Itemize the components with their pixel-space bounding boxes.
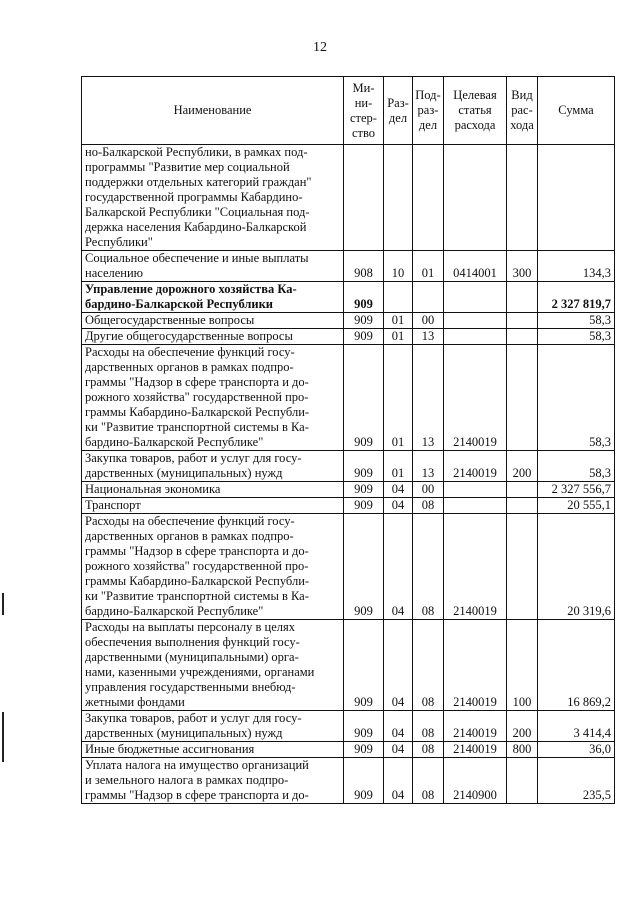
row-ministry: 909 — [344, 451, 384, 482]
row-ministry: 909 — [344, 758, 384, 804]
row-section: 04 — [384, 742, 413, 758]
row-sum: 58,3 — [538, 451, 615, 482]
row-subsection — [413, 282, 444, 313]
row-sum: 58,3 — [538, 329, 615, 345]
table-row — [82, 482, 615, 498]
header-sum: Сумма — [538, 77, 615, 145]
row-ministry: 909 — [344, 711, 384, 742]
row-section: 01 — [384, 451, 413, 482]
row-expense-type — [507, 514, 538, 620]
row-expense-type: 200 — [507, 451, 538, 482]
row-ministry: 909 — [344, 742, 384, 758]
row-subsection: 08 — [413, 498, 444, 514]
row-name: Национальная экономика — [82, 482, 344, 498]
row-name: Закупка товаров, работ и услуг для госу- дарственных (муниципальных) нужд — [82, 711, 344, 742]
row-target-article: 2140019 — [444, 742, 507, 758]
table-row — [82, 742, 615, 758]
row-target-article: 2140019 — [444, 711, 507, 742]
row-name: Управление дорожного хозяйства Ка- бардино-Балкарской Республики — [82, 282, 344, 313]
row-expense-type: 800 — [507, 742, 538, 758]
row-section: 04 — [384, 514, 413, 620]
row-ministry — [344, 145, 384, 251]
row-subsection: 08 — [413, 758, 444, 804]
row-section: 04 — [384, 758, 413, 804]
row-expense-type: 100 — [507, 620, 538, 711]
row-expense-type: 300 — [507, 251, 538, 282]
row-name: Расходы на обеспечение функций госу- дарственных органов в рамках подпро- граммы "Надзор в сфере транспорта и до- рожного хозяйства" государственной про- граммы Кабардино-Балкарской Республи- ки "Развитие транспортной системы в Ка- бардино-Балкарской Республике" — [82, 345, 344, 451]
row-sum: 2 327 819,7 — [538, 282, 615, 313]
row-expense-type: 200 — [507, 711, 538, 742]
row-ministry: 909 — [344, 482, 384, 498]
row-target-article: 2140019 — [444, 451, 507, 482]
row-name: но-Балкарской Республики, в рамках под- программы "Развитие мер социальной поддержки отдельных категорий граждан" государственной программы Кабардино- Балкарской Республики "Социальная под- держка населения Кабардино-Балкарской Республики" — [82, 145, 344, 251]
table-row — [82, 711, 615, 742]
row-section: 10 — [384, 251, 413, 282]
row-ministry: 909 — [344, 329, 384, 345]
row-expense-type — [507, 498, 538, 514]
row-section: 04 — [384, 498, 413, 514]
row-subsection: 13 — [413, 329, 444, 345]
row-sum: 134,3 — [538, 251, 615, 282]
table-row — [82, 282, 615, 313]
row-expense-type — [507, 758, 538, 804]
row-section: 04 — [384, 620, 413, 711]
table-row — [82, 313, 615, 329]
row-sum: 20 555,1 — [538, 498, 615, 514]
row-section: 04 — [384, 711, 413, 742]
row-section: 01 — [384, 313, 413, 329]
header-subsection: Под- раз- дел — [413, 77, 444, 145]
row-ministry: 909 — [344, 345, 384, 451]
row-ministry: 909 — [344, 313, 384, 329]
table-row — [82, 620, 615, 711]
row-expense-type — [507, 145, 538, 251]
row-sum: 2 327 556,7 — [538, 482, 615, 498]
row-ministry: 909 — [344, 514, 384, 620]
row-section — [384, 145, 413, 251]
row-name: Другие общегосударственные вопросы — [82, 329, 344, 345]
row-name: Транспорт — [82, 498, 344, 514]
table-header-row — [82, 77, 615, 145]
table-row — [82, 329, 615, 345]
row-expense-type — [507, 313, 538, 329]
row-subsection: 08 — [413, 742, 444, 758]
table-row — [82, 345, 615, 451]
row-sum: 3 414,4 — [538, 711, 615, 742]
row-name: Расходы на выплаты персоналу в целях обеспечения выполнения функций госу- дарственными (муниципальными) орга- нами, казенными учреждениями, органами управления государственными внебюд- жетными фондами — [82, 620, 344, 711]
row-target-article: 2140900 — [444, 758, 507, 804]
row-subsection: 00 — [413, 313, 444, 329]
header-target-article: Целевая статья расхода — [444, 77, 507, 145]
row-subsection: 08 — [413, 711, 444, 742]
row-name: Иные бюджетные ассигнования — [82, 742, 344, 758]
row-subsection: 13 — [413, 451, 444, 482]
row-section — [384, 282, 413, 313]
row-ministry: 908 — [344, 251, 384, 282]
row-expense-type — [507, 482, 538, 498]
row-target-article — [444, 282, 507, 313]
table-row — [82, 498, 615, 514]
header-name: Наименование — [82, 77, 344, 145]
row-name: Общегосударственные вопросы — [82, 313, 344, 329]
row-name: Уплата налога на имущество организаций и земельного налога в рамках подпро- граммы "Надзор в сфере транспорта и до- — [82, 758, 344, 804]
row-expense-type — [507, 282, 538, 313]
row-ministry: 909 — [344, 498, 384, 514]
row-section: 01 — [384, 329, 413, 345]
row-target-article: 0414001 — [444, 251, 507, 282]
row-name: Закупка товаров, работ и услуг для госу- дарственных (муниципальных) нужд — [82, 451, 344, 482]
row-sum: 36,0 — [538, 742, 615, 758]
row-expense-type — [507, 345, 538, 451]
table-row — [82, 451, 615, 482]
row-sum: 235,5 — [538, 758, 615, 804]
table-row — [82, 758, 615, 804]
row-expense-type — [507, 329, 538, 345]
row-subsection: 13 — [413, 345, 444, 451]
table-body — [82, 145, 615, 804]
table-row — [82, 251, 615, 282]
header-section: Раз- дел — [384, 77, 413, 145]
table-row — [82, 145, 615, 251]
row-target-article: 2140019 — [444, 345, 507, 451]
row-sum — [538, 145, 615, 251]
scan-edge-mark — [2, 593, 4, 615]
header-expense-type: Вид рас- хода — [507, 77, 538, 145]
scan-edge-mark — [2, 712, 4, 762]
row-name: Расходы на обеспечение функций госу- дарственных органов в рамках подпро- граммы "Надзор в сфере транспорта и до- рожного хозяйства" государственной про- граммы Кабардино-Балкарской Республи- ки "Развитие транспортной системы в Ка- бардино-Балкарской Республике" — [82, 514, 344, 620]
row-target-article — [444, 145, 507, 251]
page-number: 12 — [313, 40, 327, 55]
row-target-article — [444, 498, 507, 514]
row-target-article: 2140019 — [444, 620, 507, 711]
row-sum: 58,3 — [538, 345, 615, 451]
table-row — [82, 514, 615, 620]
row-subsection: 00 — [413, 482, 444, 498]
row-subsection: 01 — [413, 251, 444, 282]
row-ministry: 909 — [344, 282, 384, 313]
row-section: 01 — [384, 345, 413, 451]
row-target-article — [444, 313, 507, 329]
row-name: Социальное обеспечение и иные выплаты населению — [82, 251, 344, 282]
header-ministry: Ми- ни- стер- ство — [344, 77, 384, 145]
row-section: 04 — [384, 482, 413, 498]
row-sum: 16 869,2 — [538, 620, 615, 711]
row-sum: 20 319,6 — [538, 514, 615, 620]
budget-table — [81, 76, 615, 804]
row-subsection: 08 — [413, 514, 444, 620]
row-sum: 58,3 — [538, 313, 615, 329]
row-subsection: 08 — [413, 620, 444, 711]
row-target-article — [444, 482, 507, 498]
row-ministry: 909 — [344, 620, 384, 711]
row-target-article: 2140019 — [444, 514, 507, 620]
row-target-article — [444, 329, 507, 345]
row-subsection — [413, 145, 444, 251]
